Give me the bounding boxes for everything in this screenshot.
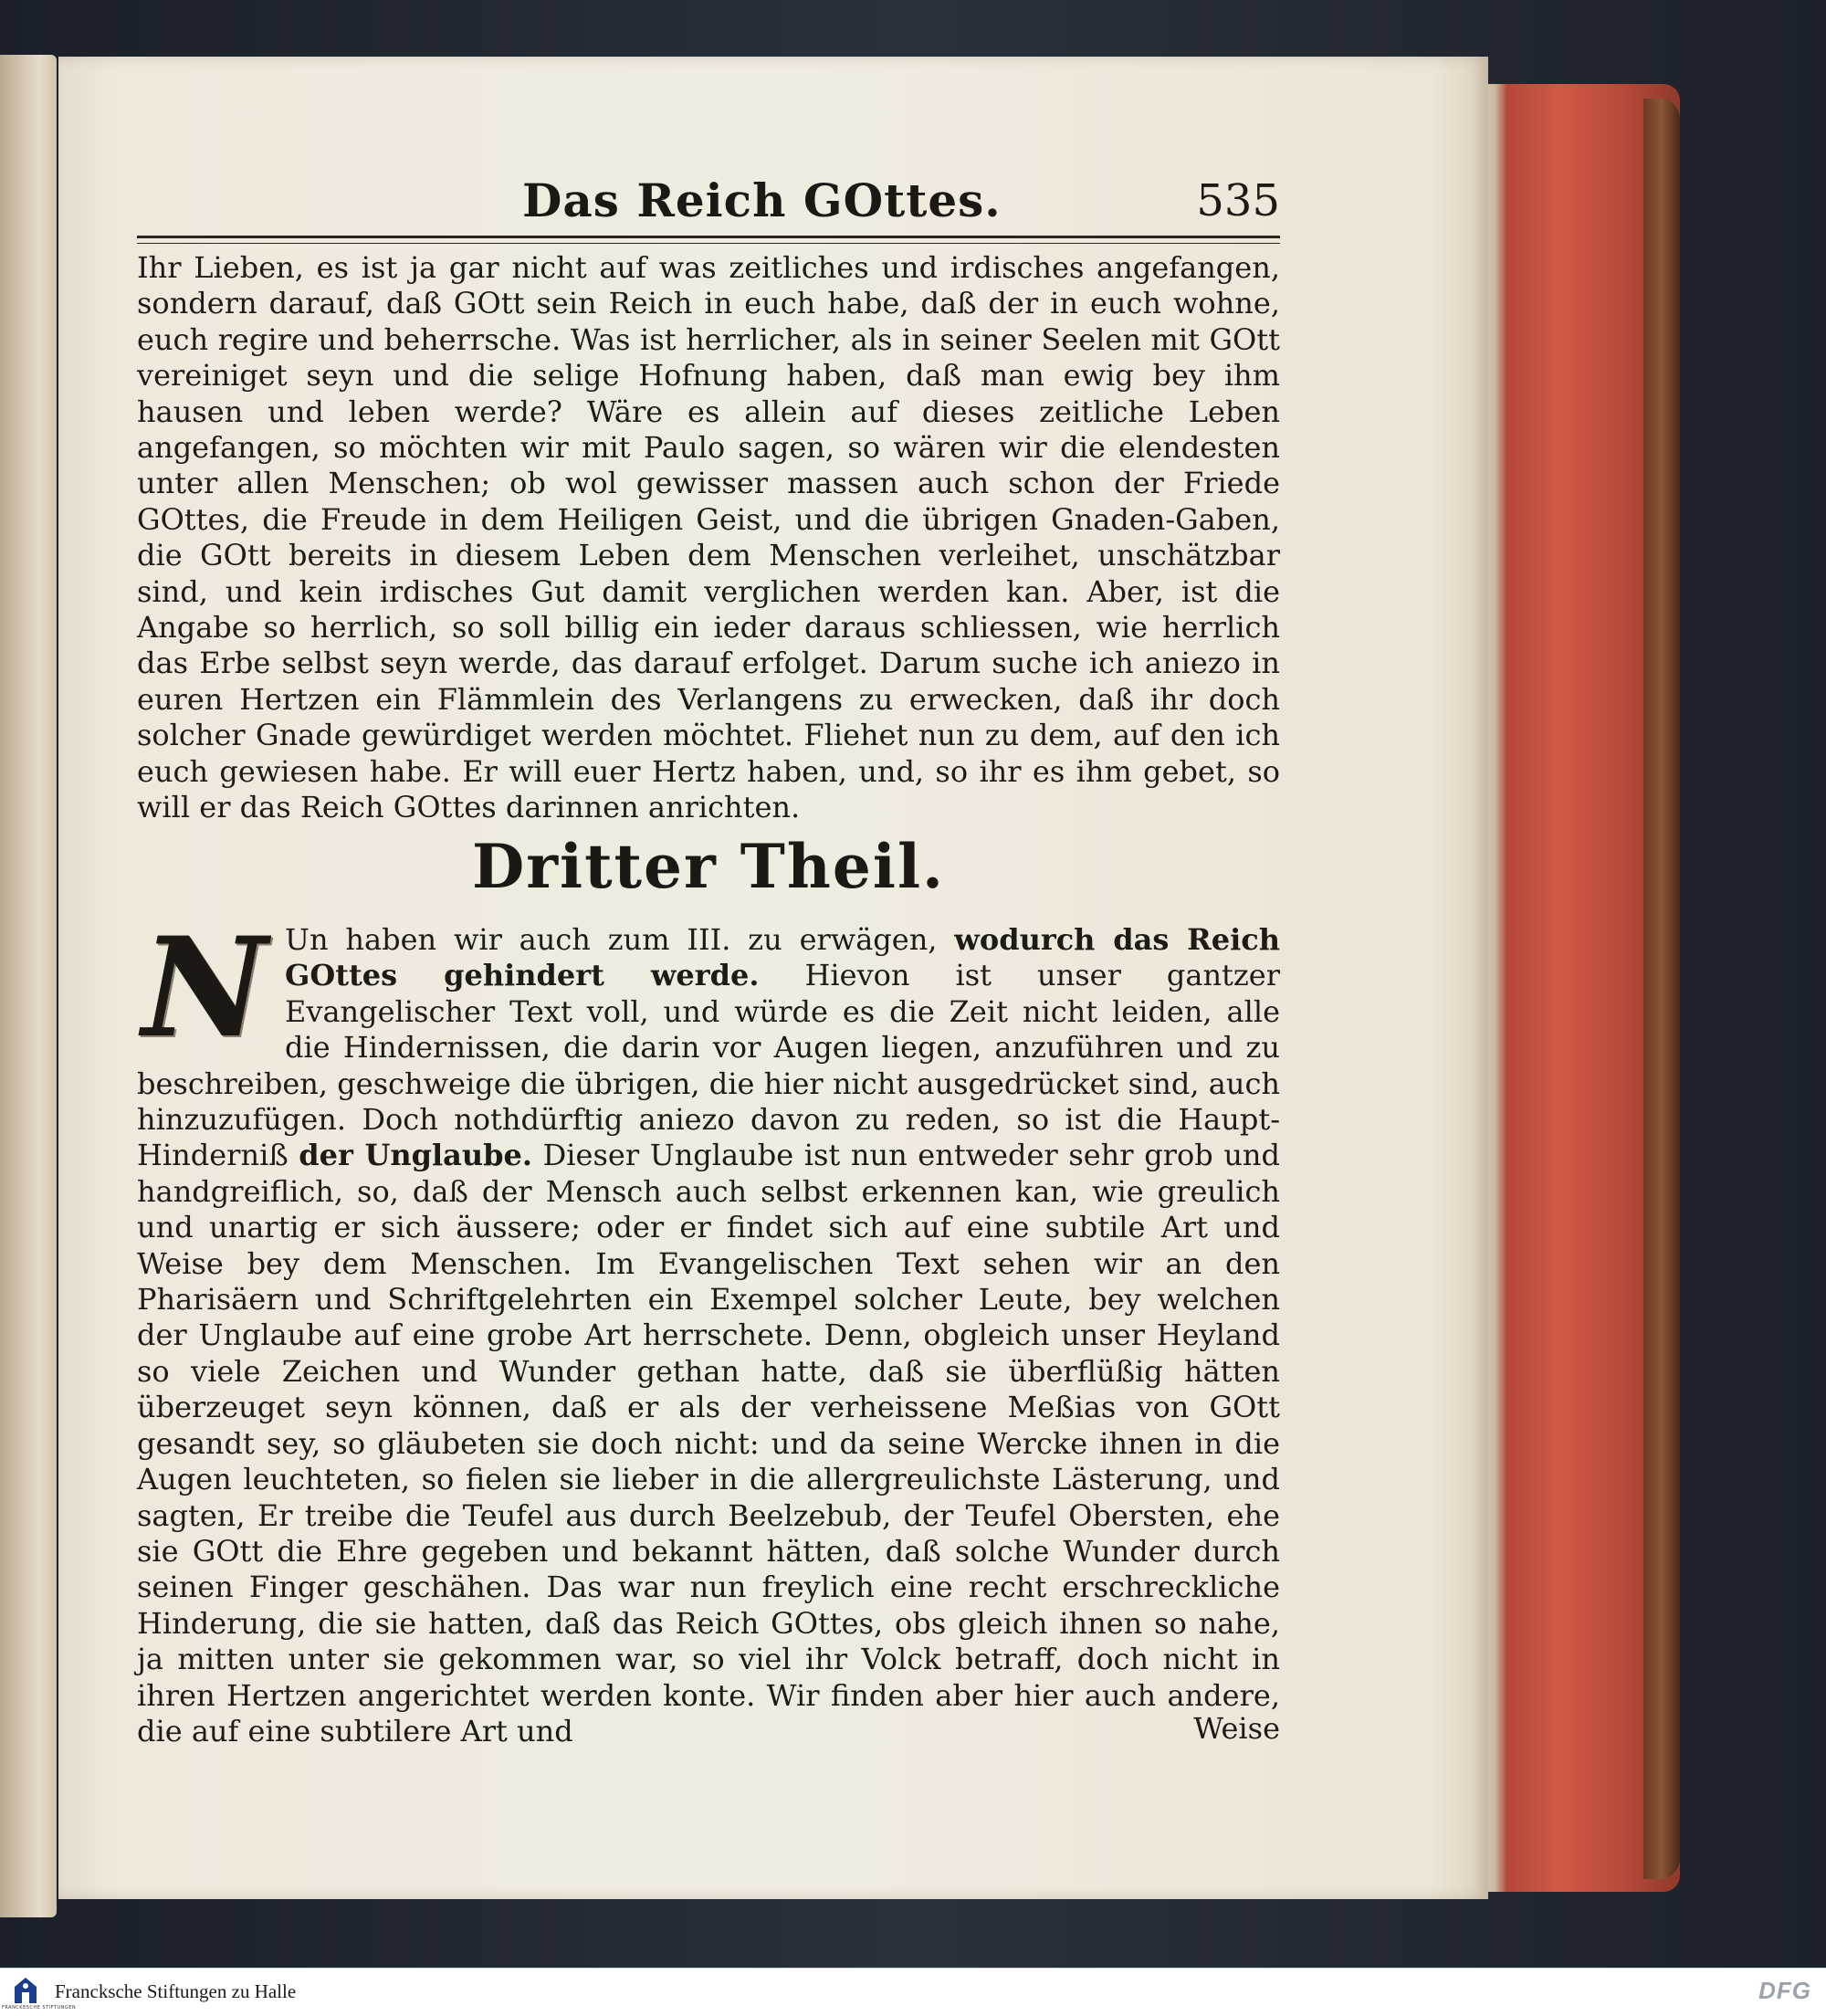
facing-page-edge xyxy=(0,55,57,1917)
dfg-logo[interactable]: DFG xyxy=(1758,1977,1811,2004)
running-title: Das Reich GOttes. xyxy=(522,173,1002,227)
book-page xyxy=(58,57,1488,1899)
paragraph-2-emphasis: wodurch das Reich GOttes gehindert werde. xyxy=(285,922,1281,993)
page-number: 535 xyxy=(1196,175,1280,226)
institution-name[interactable]: Francksche Stiftungen zu Halle xyxy=(55,1980,297,2002)
paragraph-1-text: Ihr Lieben, es ist ja gar nicht auf was zeitliches und irdisches angefangen, sondern darauf, daß GOtt sein Reich in euch habe, daß der in euch wohne, euch regire und beherrsche. Was ist herrlicher, als in seiner Seelen mit GOtt vereiniget seyn und die selige Hofnung haben, daß man ewig bey ihm hausen und leben werde? Wäre es allein auf dieses zeitliche Leben angefangen, so möchten wir mit Paulo sagen, so wären wir die elendesten unter allen Menschen; ob wol gewisser massen auch schon der Friede GOttes, die Freude in dem Heiligen Geist, und die übrigen Gnaden-Gaben, die GOtt bereits in diesem Leben dem Menschen verleihet, unschätzbar sind, und kein irdisches Gut damit verglichen werden kan. Aber, ist die Angabe so herrlich, so soll billig ein ieder daraus schliessen, wie herrlich das Erbe selbst seyn werde, das darauf erfolget. Darum suche ich aniezo in euren Hertzen ein Flämmlein des Verlangens zu erwecken, daß ihr doch solcher Gnade gewürdiget werden möchtet. Fliehet nun zu dem, auf den ich euch gewiesen habe. Er will euer Hertz haben, und, so ihr es ihm gebet, so will er das Reich GOttes darinnen anrichten. xyxy=(137,250,1280,825)
paragraph-1 xyxy=(137,250,1280,826)
drop-cap-initial: N xyxy=(142,908,268,1068)
paragraph-2-start: Un haben wir auch zum III. zu erwägen, xyxy=(285,922,955,957)
paragraph-2-middle: Hievon ist unser gantzer Evangelischer Text voll, und würde es die Zeit nicht leiden, alle die Hindernissen, die darin vor Augen liegen, anzuführen und zu beschreiben, geschweige die übrigen, die hier nicht ausgedrücket sind, auch hinzuzufügen. Doch nothdürftig aniezo davon zu reden, so ist die Haupt-Hinderniß xyxy=(137,958,1281,1173)
paragraph-2 xyxy=(137,908,1281,1749)
paragraph-2-end: Dieser Unglaube ist nun entweder sehr grob und handgreiflich, so, daß der Mensch auch selbst erkennen kan, wie greulich und unartig er sich äussere; oder er findet sich auf eine subtile Art und Weise bey dem Menschen. Im Evangelischen Text sehen wir an den Pharisäern und Schriftgelehrten ein Exempel solcher Leute, bey welchen der Unglaube auf eine grobe Art herrschete. Denn, obgleich unser Heyland so viele Zeichen und Wunder gethan hatte, daß sie überflüßig hätten überzeuget seyn können, daß er als der verheissene Meßias von GOtt gesandt sey, so gläubeten sie doch nicht: und da seine Wercke ihnen in die Augen leuchteten, so fielen sie lieber in die allergreulichste Lästerung, und sagten, Er treibe die Teufel aus durch Beelzebub, der Teufel Obersten, ehe sie GOtt die Ehre gegeben und bekannt hätten, daß solche Wunder durch seinen Finger geschähen. Das war nun freylich eine recht erschreckliche Hinderung, die sie hatten, daß das Reich GOttes, obs gleich ihnen so nahe, ja mitten unter sie gekommen war, so viel ihr Volck betraff, doch nicht in ihren Hertzen angerichtet werden konte. Wir finden aber hier auch andere, die auf eine subtilere Art und xyxy=(137,1138,1281,1748)
header-rule xyxy=(137,236,1280,244)
book-cover-edge xyxy=(1643,99,1680,1879)
logo-caption: FRANCKESCHE STIFTUNGEN xyxy=(2,2005,77,2011)
catchword: Weise xyxy=(1193,1711,1280,1746)
section-heading: Dritter Theil. xyxy=(471,831,945,902)
paragraph-2-emphasis-2: der Unglaube. xyxy=(299,1138,533,1173)
viewer-footer xyxy=(0,1968,1826,2016)
